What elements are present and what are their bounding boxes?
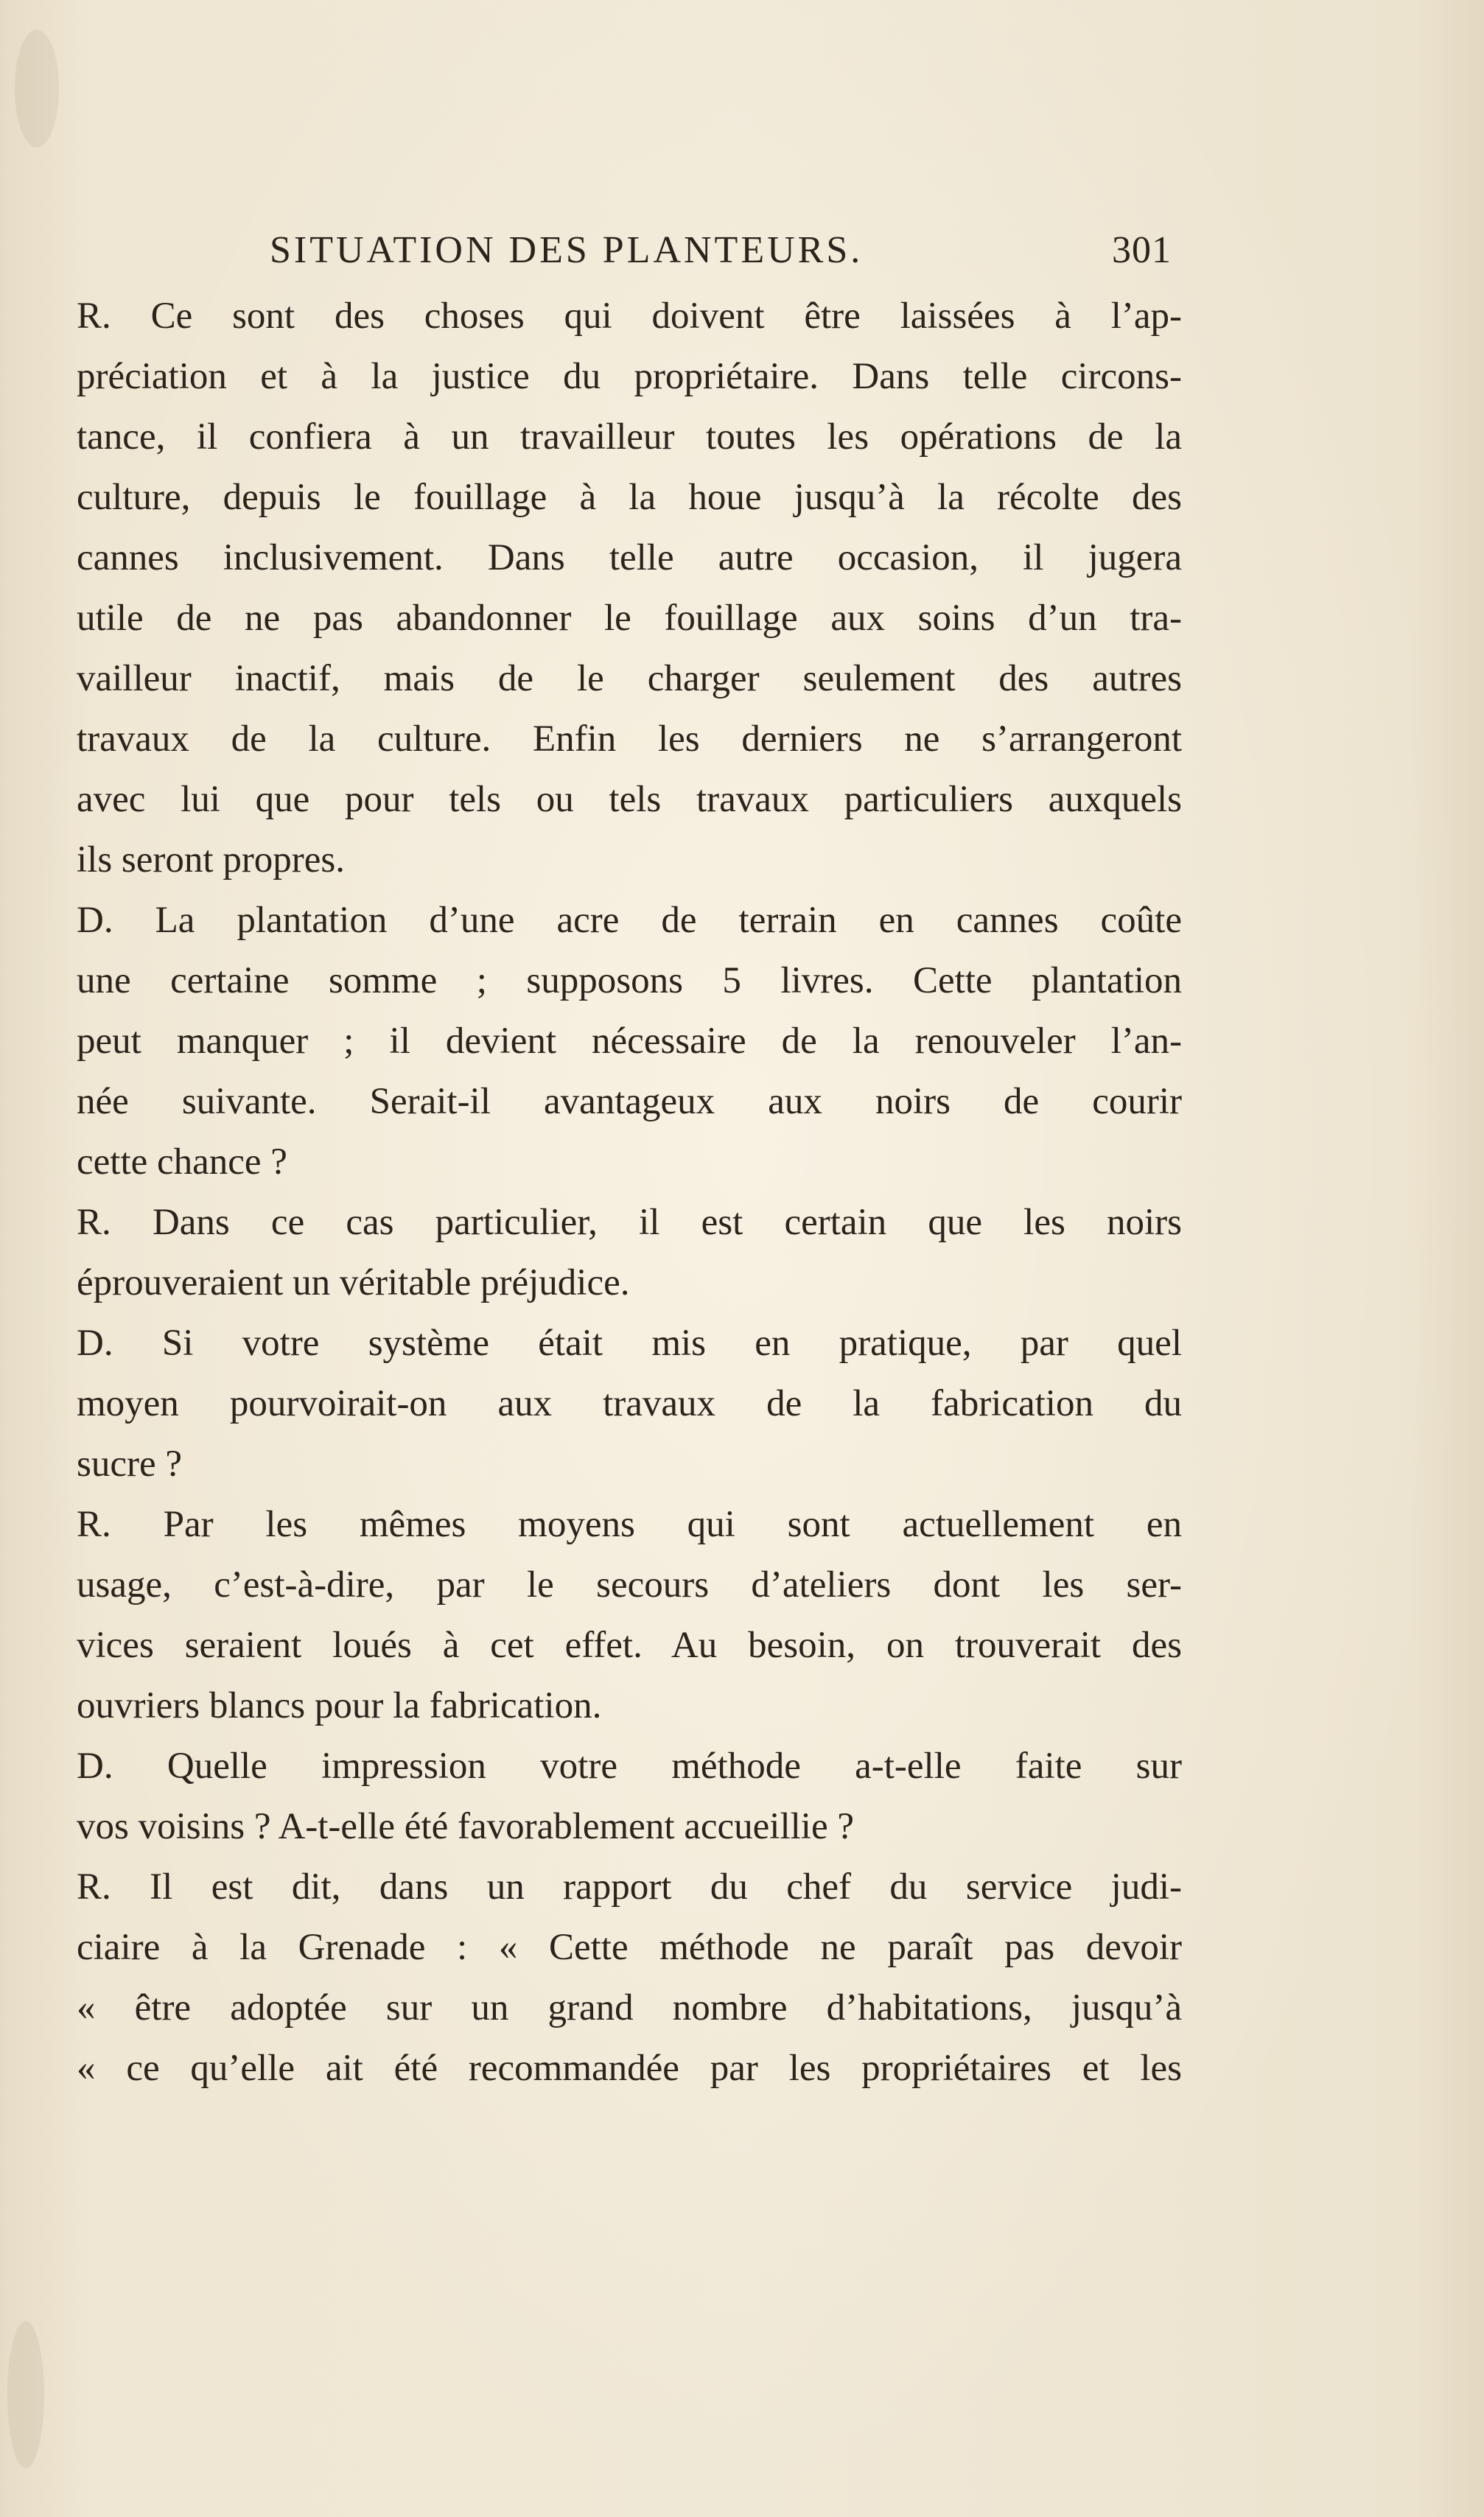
text-line: née suivante. Serait-il avantageux aux noirs de courir [77,1081,1182,1122]
running-title: SITUATION DES PLANTEURS. [270,229,864,271]
text-line: ciaire à la Grenade : « Cette méthode ne paraît pas devoir [77,1927,1182,1968]
paper-stain [15,29,59,147]
text-line: vices seraient loués à cet effet. Au besoin, on trouverait des [77,1625,1182,1666]
text-line: culture, depuis le fouillage à la houe jusqu’à la récolte des [77,477,1182,518]
text-line: « être adoptée sur un grand nombre d’habitations, jusqu’à [77,1987,1182,2028]
text-line: D. La plantation d’une acre de terrain en cannes coûte [77,900,1182,941]
text-line: usage, c’est-à-dire, par le secours d’ateliers dont les ser- [77,1564,1182,1606]
text-line: moyen pourvoirait-on aux travaux de la fabrication du [77,1383,1182,1424]
text-line: une certaine somme ; supposons 5 livres. Cette plantation [77,960,1182,1001]
text-line: vos voisins ? A-t-elle été favorablement accueillie ? [77,1806,854,1847]
text-line: avec lui que pour tels ou tels travaux particuliers auxquels [77,779,1182,820]
text-line: utile de ne pas abandonner le fouillage aux soins d’un tra- [77,598,1182,639]
body-text [77,286,1182,2098]
text-line: R. Par les mêmes moyens qui sont actuellement en [77,1504,1182,1545]
text-line: éprouveraient un véritable préjudice. [77,1262,630,1303]
text-line: ils seront propres. [77,839,346,881]
text-line: sucre ? [77,1443,182,1485]
text-line: cette chance ? [77,1141,287,1183]
text-line: R. Il est dit, dans un rapport du chef du service judi- [77,1866,1182,1908]
paper-stain [7,2321,44,2468]
text-line: ouvriers blancs pour la fabrication. [77,1685,602,1726]
text-line: tance, il confiera à un travailleur toutes les opérations de la [77,416,1182,458]
text-line: cannes inclusivement. Dans telle autre occasion, il jugera [77,537,1182,578]
text-line: préciation et à la justice du propriétaire. Dans telle circons- [77,356,1182,397]
page-number: 301 [1112,229,1172,271]
text-line: vailleur inactif, mais de le charger seulement des autres [77,658,1182,699]
text-line: R. Ce sont des choses qui doivent être laissées à l’ap- [77,295,1182,337]
text-line: R. Dans ce cas particulier, il est certain que les noirs [77,1202,1182,1243]
running-head [270,228,1172,280]
text-line: D. Quelle impression votre méthode a-t-elle faite sur [77,1746,1182,1787]
text-line: D. Si votre système était mis en pratique, par quel [77,1323,1182,1364]
text-line: peut manquer ; il devient nécessaire de la renouveler l’an- [77,1021,1182,1062]
text-line: travaux de la culture. Enfin les derniers ne s’arrangeront [77,718,1182,760]
text-line: « ce qu’elle ait été recommandée par les propriétaires et les [77,2048,1182,2089]
